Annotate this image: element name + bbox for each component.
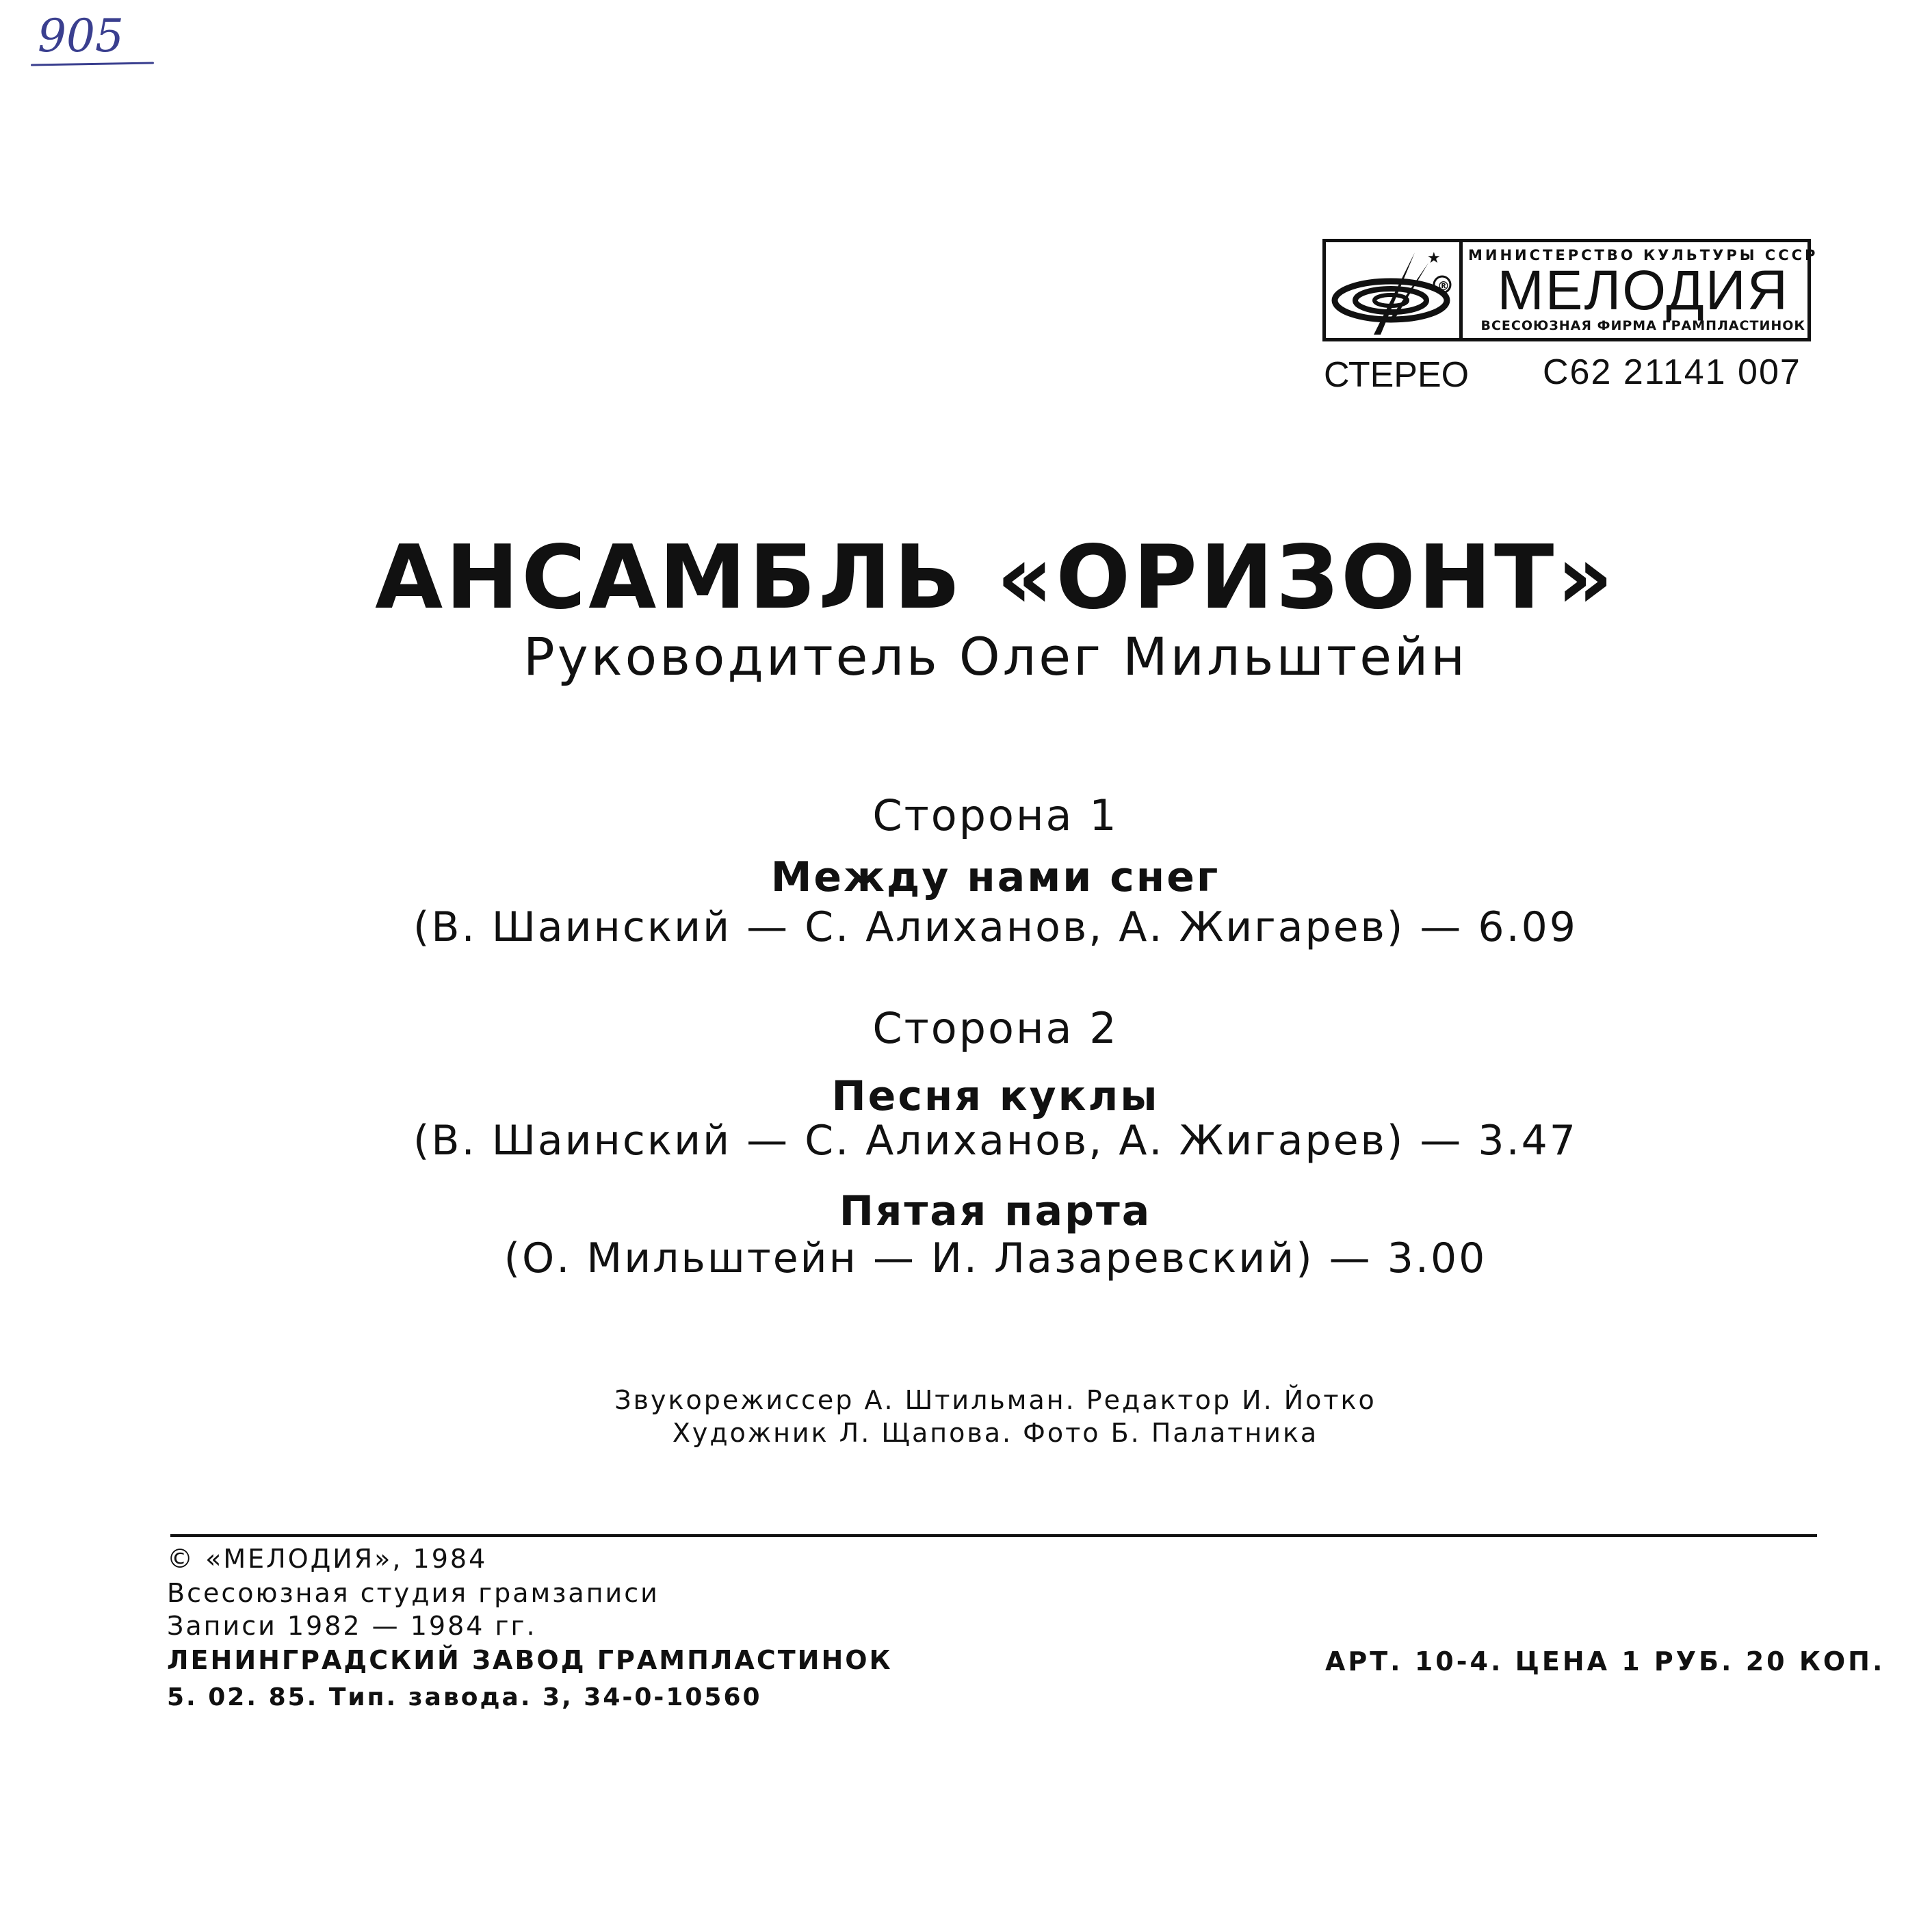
track-credits: (О. Мильштейн — И. Лазаревский) — 3.00	[504, 1234, 1487, 1282]
album-title: АНСАМБЛЬ «ОРИЗОНТ»	[375, 527, 1616, 629]
catalog-number: С62 21141 007	[1543, 352, 1801, 392]
track-title: Пятая парта	[839, 1187, 1152, 1235]
track-title: Между нами снег	[770, 853, 1220, 901]
price: АРТ. 10-4. ЦЕНА 1 РУБ. 20 КОП.	[1325, 1646, 1885, 1676]
staff-line: Звукорежиссер А. Штильман. Редактор И. Йотко	[614, 1385, 1376, 1415]
album-subtitle: Руководитель Олег Мильштейн	[523, 626, 1468, 687]
track-credits: (В. Шаинский — С. Алиханов, А. Жигарев) — 3.47	[413, 1117, 1578, 1165]
handwritten-underline	[31, 62, 154, 66]
copyright: © «МЕЛОДИЯ», 1984	[167, 1544, 488, 1574]
logo-firm: ВСЕСОЮЗНАЯ ФИРМА ГРАМПЛАСТИНОК	[1480, 318, 1805, 333]
divider	[170, 1534, 1817, 1537]
studio: Всесоюзная студия грамзаписи	[167, 1578, 660, 1608]
svg-text:®: ®	[1437, 279, 1450, 294]
print-info: 5. 02. 85. Тип. завода. 3, 34-0-10560	[167, 1683, 762, 1711]
format-label: СТЕРЕО	[1324, 355, 1470, 395]
side-1-label: Сторона 1	[872, 790, 1119, 840]
handwritten-number: 905	[38, 10, 124, 62]
plant-name: ЛЕНИНГРАДСКИЙ ЗАВОД ГРАМПЛАСТИНОК	[167, 1645, 893, 1675]
logo-brand: МЕЛОДИЯ	[1497, 259, 1789, 322]
track-title: Песня куклы	[831, 1072, 1160, 1120]
logo-ministry: МИНИСТЕРСТВО КУЛЬТУРЫ СССР	[1468, 247, 1818, 263]
recorded-years: Записи 1982 — 1984 гг.	[167, 1611, 537, 1641]
staff-line: Художник Л. Щапова. Фото Б. Палатника	[672, 1418, 1319, 1448]
melodiya-logo	[1322, 239, 1818, 341]
track-credits: (В. Шаинский — С. Алиханов, А. Жигарев) — 6.09	[413, 903, 1578, 951]
side-2-label: Сторона 2	[872, 1003, 1119, 1053]
svg-text:★: ★	[1427, 250, 1441, 267]
melodiya-emblem-icon	[1326, 242, 1463, 338]
